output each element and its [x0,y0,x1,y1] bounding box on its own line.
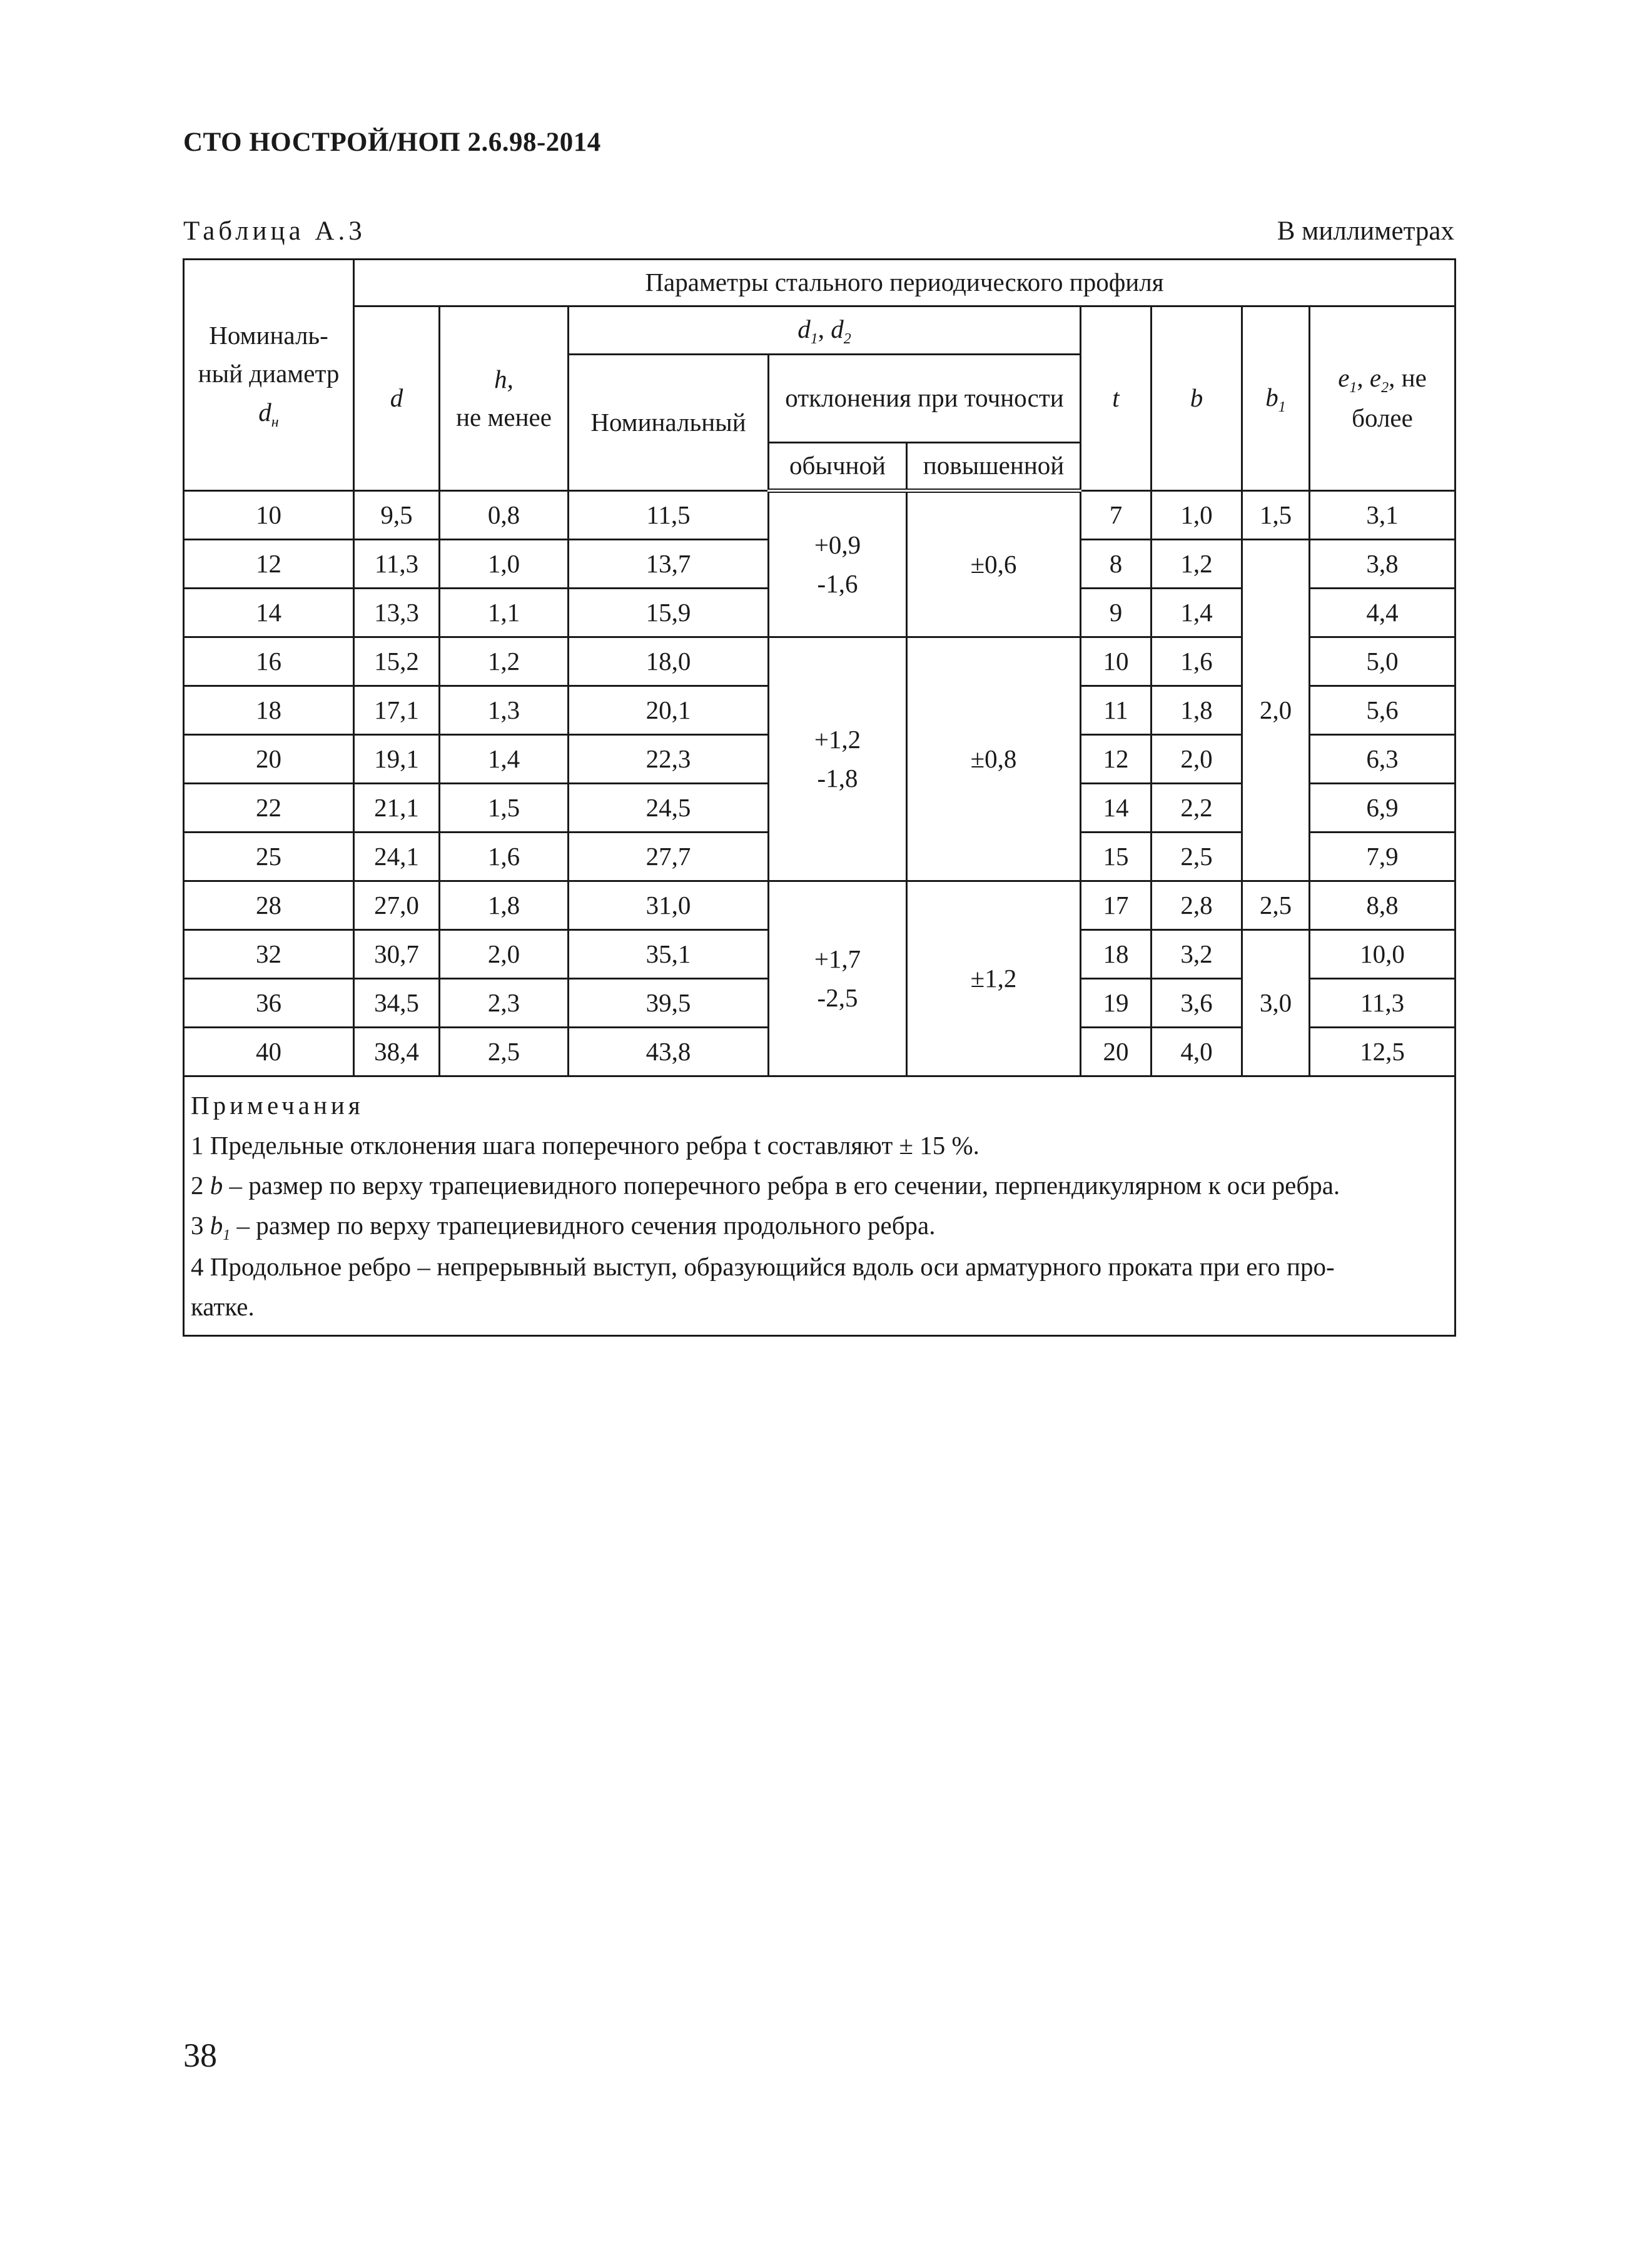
header-nominal-diameter [184,260,354,491]
header-d1-sub: 1 [810,331,818,348]
cell-e: 11,3 [1310,979,1455,1028]
header-h-note: не менее [456,403,552,432]
header-dn-sub: н [271,414,279,431]
header-t [1081,306,1152,491]
cell-d: 24,1 [354,833,440,881]
note-2-prefix: 2 [191,1170,210,1200]
cell-b: 2,8 [1152,881,1242,930]
cell-b: 1,4 [1152,589,1242,637]
cell-t: 9 [1081,589,1152,637]
cell-h: 1,2 [440,637,569,686]
document-header: СТО НОСТРОЙ/НОП 2.6.98-2014 [183,128,601,157]
cell-e: 4,4 [1310,589,1455,637]
cell-b: 1,6 [1152,637,1242,686]
header-d1-symbol: d [797,314,811,343]
cell-nominal: 13,7 [569,540,769,589]
cell-e: 3,8 [1310,540,1455,589]
page-number: 38 [183,2037,217,2074]
cell-h: 2,5 [440,1028,569,1076]
cell-nominal: 20,1 [569,686,769,735]
units-label: В миллиметрах [1277,216,1454,246]
cell-dn: 18 [184,686,354,735]
header-e1-sub: 1 [1349,380,1357,397]
cell-t: 17 [1081,881,1152,930]
cell-b1: 1,5 [1242,491,1310,540]
cell-dn: 20 [184,735,354,784]
cell-d: 27,0 [354,881,440,930]
header-d1-d2 [569,306,1081,355]
cell-e: 7,9 [1310,833,1455,881]
header-e-separator: , [1357,363,1370,393]
cell-d: 34,5 [354,979,440,1028]
note-4-line-2: катке. [191,1292,255,1322]
cell-b1-merged: 2,0 [1242,540,1310,881]
cell-dn: 32 [184,930,354,979]
cell-increased-g1: ±0,6 [907,491,1081,637]
note-3 [191,1206,1449,1248]
spec-table [183,258,1456,1337]
cell-e: 8,8 [1310,881,1455,930]
cell-t: 18 [1081,930,1152,979]
note-2-symbol: b [210,1170,223,1200]
header-d2-symbol: d [831,314,844,343]
cell-d: 11,3 [354,540,440,589]
cell-b: 2,2 [1152,784,1242,833]
note-3-sub: 1 [223,1227,231,1244]
cell-increased-g2: ±0,8 [907,637,1081,881]
header-increased: повышенной [907,443,1081,491]
cell-d: 21,1 [354,784,440,833]
cell-d: 13,3 [354,589,440,637]
header-b1-symbol: b [1265,382,1278,412]
header-nominal-diameter-label: Номиналь- ный диаметр [198,320,340,388]
note-1: 1 Предельные отклонения шага поперечного ребра t составляют ± 15 %. [191,1130,980,1160]
header-e1-symbol: e [1338,363,1350,393]
header-d2-sub: 2 [843,331,851,348]
cell-b1: 2,5 [1242,881,1310,930]
header-nominal: Номинальный [569,355,769,491]
cell-increased-g3: ±1,2 [907,881,1081,1076]
notes-block [184,1076,1455,1336]
cell-nominal: 35,1 [569,930,769,979]
cell-ordinary-g3: +1,7 -2,5 [769,881,907,1076]
cell-h: 1,4 [440,735,569,784]
header-profile-params: Параметры стального периодического профиля [354,260,1455,306]
header-dn-symbol: d [258,397,271,427]
cell-d: 17,1 [354,686,440,735]
cell-ordinary-g1: +0,9 -1,6 [769,491,907,637]
cell-t: 14 [1081,784,1152,833]
header-e2-symbol: e [1369,363,1382,393]
note-3-prefix: 3 [191,1210,210,1240]
header-t-label: t [1112,383,1120,413]
cell-dn: 22 [184,784,354,833]
header-h [440,306,569,491]
cell-dn: 40 [184,1028,354,1076]
cell-h: 1,6 [440,833,569,881]
note-2-text: – размер по верху трапециевидного поперечного ребра в его сечении, перпендикулярном к оси ребра. [223,1170,1340,1200]
cell-b: 1,8 [1152,686,1242,735]
cell-nominal: 22,3 [569,735,769,784]
note-2 [191,1166,1449,1206]
cell-t: 19 [1081,979,1152,1028]
table-row [184,491,1455,540]
header-e1-e2 [1310,306,1455,491]
cell-b: 4,0 [1152,1028,1242,1076]
cell-b: 2,5 [1152,833,1242,881]
header-b-label: b [1190,383,1203,413]
cell-e: 5,0 [1310,637,1455,686]
table-row [184,881,1455,930]
cell-h: 0,8 [440,491,569,540]
cell-d: 9,5 [354,491,440,540]
header-d-label: d [390,383,403,413]
cell-t: 11 [1081,686,1152,735]
cell-d: 38,4 [354,1028,440,1076]
cell-e: 6,3 [1310,735,1455,784]
header-b1 [1242,306,1310,491]
cell-h: 1,8 [440,881,569,930]
cell-nominal: 15,9 [569,589,769,637]
cell-b: 2,0 [1152,735,1242,784]
cell-nominal: 27,7 [569,833,769,881]
cell-nominal: 39,5 [569,979,769,1028]
cell-dn: 36 [184,979,354,1028]
cell-t: 8 [1081,540,1152,589]
header-e2-sub: 2 [1381,380,1389,397]
cell-b1-merged: 3,0 [1242,930,1310,1076]
cell-t: 10 [1081,637,1152,686]
cell-h: 2,3 [440,979,569,1028]
cell-t: 20 [1081,1028,1152,1076]
cell-nominal: 18,0 [569,637,769,686]
note-3-symbol: b [210,1210,223,1240]
cell-dn: 14 [184,589,354,637]
cell-h: 1,0 [440,540,569,589]
cell-nominal: 31,0 [569,881,769,930]
cell-d: 19,1 [354,735,440,784]
cell-dn: 25 [184,833,354,881]
cell-t: 15 [1081,833,1152,881]
cell-nominal: 43,8 [569,1028,769,1076]
cell-b: 1,0 [1152,491,1242,540]
cell-e: 6,9 [1310,784,1455,833]
cell-dn: 12 [184,540,354,589]
header-deviation: отклонения при точности [769,355,1081,443]
cell-b: 1,2 [1152,540,1242,589]
cell-nominal: 24,5 [569,784,769,833]
cell-h: 2,0 [440,930,569,979]
cell-ordinary-g2: +1,2 -1,8 [769,637,907,881]
note-3-text: – размер по верху трапециевидного сечения продольного ребра. [230,1210,936,1240]
cell-dn: 10 [184,491,354,540]
cell-d: 15,2 [354,637,440,686]
header-b1-sub: 1 [1278,399,1286,416]
header-e-note: , не более [1352,363,1427,433]
header-d [354,306,440,491]
header-b [1152,306,1242,491]
cell-b: 3,6 [1152,979,1242,1028]
header-ordinary: обычной [769,443,907,491]
notes-title: Примечания [191,1091,364,1120]
note-4-line-1: 4 Продольное ребро – непрерывный выступ, образующийся вдоль оси арматурного проката при его про- [191,1252,1335,1282]
cell-dn: 16 [184,637,354,686]
cell-h: 1,5 [440,784,569,833]
cell-t: 12 [1081,735,1152,784]
cell-nominal: 11,5 [569,491,769,540]
cell-b: 3,2 [1152,930,1242,979]
cell-e: 12,5 [1310,1028,1455,1076]
cell-h: 1,1 [440,589,569,637]
cell-t: 7 [1081,491,1152,540]
cell-e: 3,1 [1310,491,1455,540]
header-h-label: h, [494,364,514,393]
cell-dn: 28 [184,881,354,930]
cell-h: 1,3 [440,686,569,735]
header-d1-d2-separator: , [818,314,831,343]
cell-e: 5,6 [1310,686,1455,735]
cell-d: 30,7 [354,930,440,979]
cell-e: 10,0 [1310,930,1455,979]
table-caption: Таблица А.3 [183,216,366,246]
